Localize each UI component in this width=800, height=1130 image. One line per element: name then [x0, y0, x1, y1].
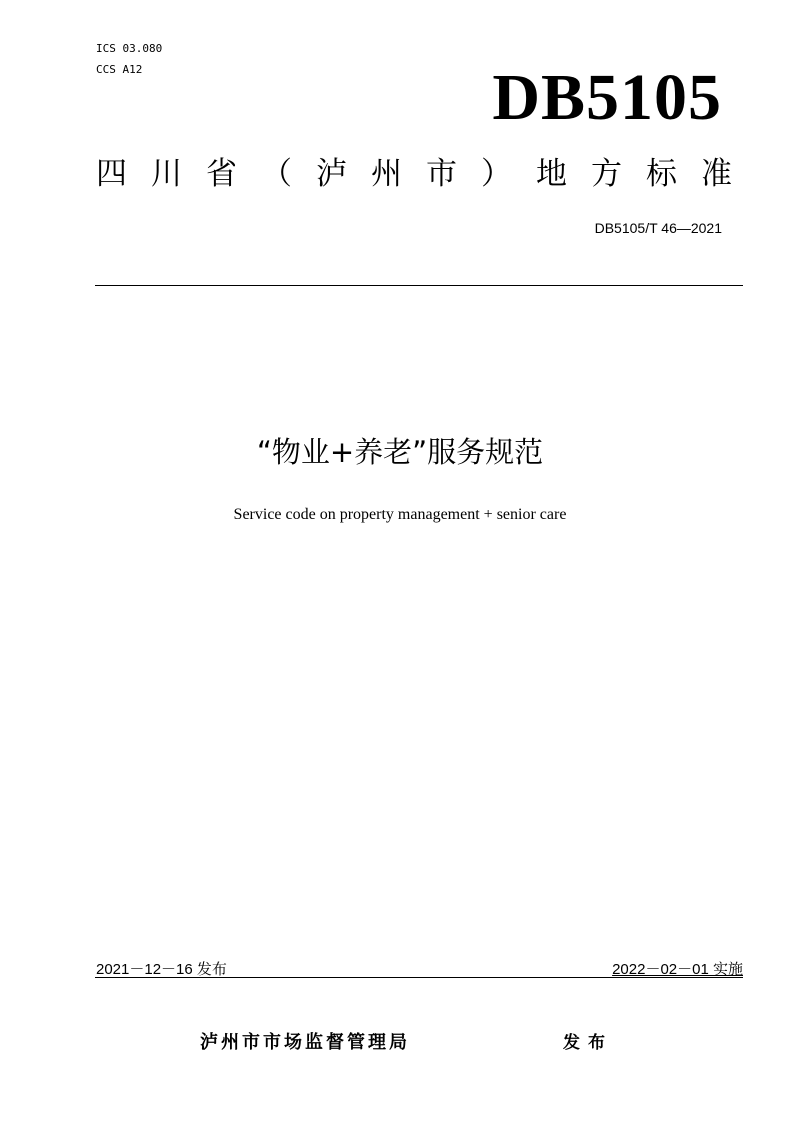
- issue-date: 2021－12－16 发布: [96, 961, 227, 978]
- implementation-date: 2022－02－01 实施: [612, 961, 743, 978]
- title-char: 地: [536, 156, 567, 192]
- title-char: 泸: [316, 156, 347, 192]
- title-char: 方: [591, 156, 622, 192]
- title-char: 省: [206, 156, 237, 192]
- title-char: 市: [426, 156, 457, 192]
- title-char: （: [261, 156, 292, 192]
- publisher-name: 泸州市市场监督管理局: [200, 1032, 410, 1053]
- title-char: 州: [371, 156, 402, 192]
- standard-category-title: [96, 152, 732, 196]
- document-title-chinese: “物业+养老”服务规范: [256, 435, 544, 469]
- standard-number: DB5105/T 46—2021: [594, 220, 722, 236]
- ics-code: ICS 03.080: [96, 42, 163, 55]
- ccs-code: CCS A12: [96, 63, 143, 76]
- title-char: 标: [646, 156, 677, 192]
- publish-label: 发布: [563, 1033, 613, 1053]
- title-char: 准: [701, 156, 732, 192]
- title-char: 川: [151, 156, 182, 192]
- document-title-english: Service code on property management + senior care: [233, 506, 567, 523]
- title-char: 四: [96, 156, 127, 192]
- header-divider: [95, 285, 743, 286]
- footer-divider: [95, 977, 743, 978]
- standard-code-logo: DB5105: [492, 61, 722, 134]
- title-char: ）: [481, 156, 512, 192]
